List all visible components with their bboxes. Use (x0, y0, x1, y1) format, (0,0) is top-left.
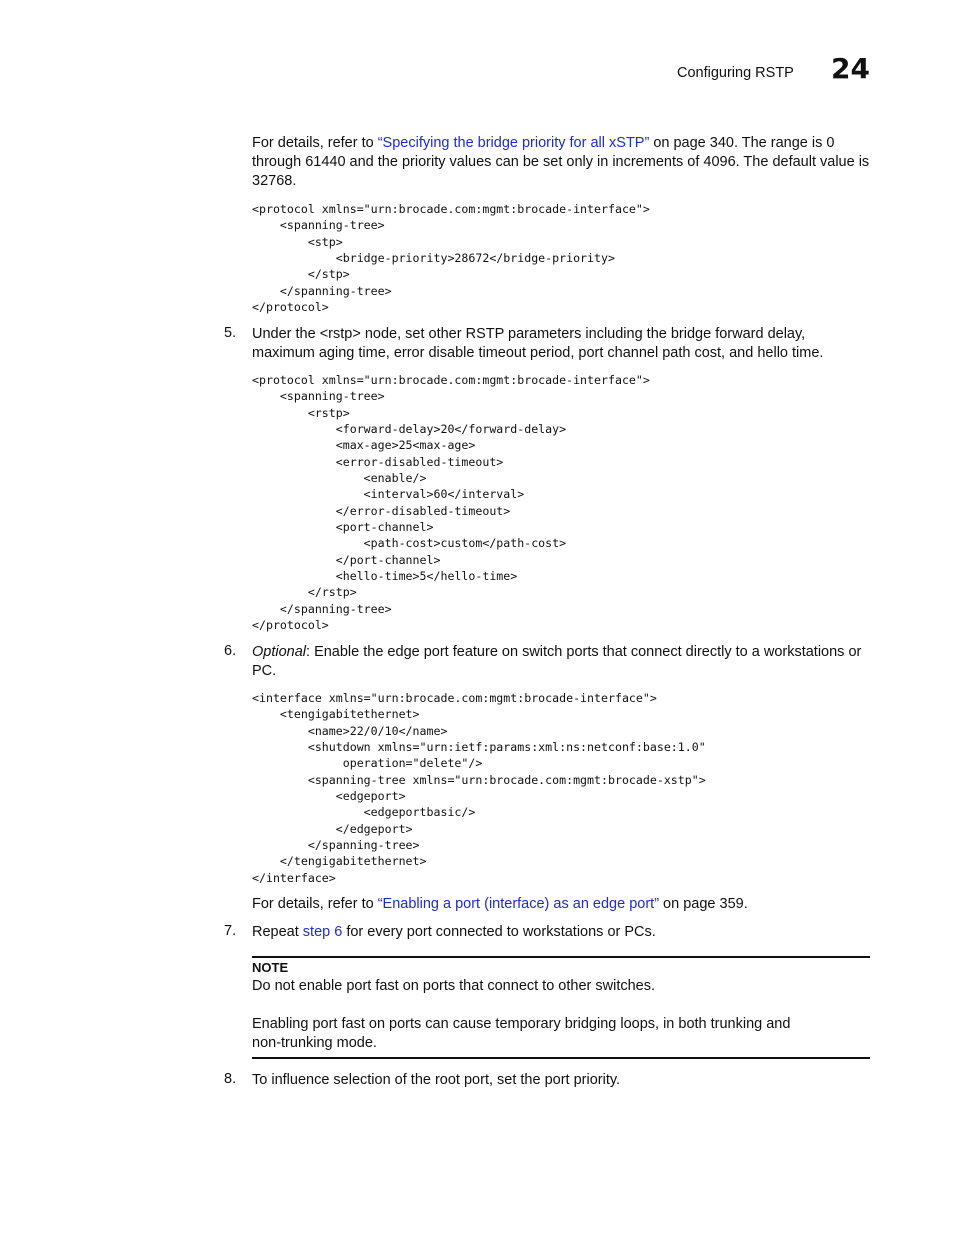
step-6-body: : Enable the edge port feature on switch ports that connect directly to a workstations or PC. (252, 644, 862, 679)
step-7-post: for every port connected to workstations or PCs. (342, 924, 656, 940)
details-paragraph (252, 895, 872, 914)
code-block-stp: <protocol xmlns="urn:brocade.com:mgmt:brocade-interface"> <spanning-tree> <stp> <bridge-priority>28672</bridge-priority> </stp> </spanning-tree> </protocol> (252, 202, 650, 315)
step-8-text: To influence selection of the root port, set the port priority. (252, 1072, 621, 1088)
details-text-pre: For details, refer to (252, 896, 378, 912)
intro-paragraph (252, 134, 872, 191)
code-block-interface: <interface xmlns="urn:brocade.com:mgmt:brocade-interface"> <tengigabitethernet> <name>22/0/10</name> <shutdown xmlns="urn:ietf:params:xml:ns:netconf:base:1.0" operation="delete"/> <spanning-tree xmlns="urn:brocade.com:mgmt:brocade-xstp"> <edgeport> <edgeportbasic/> </edgeport> </spanning-tree> </tengigabitethernet> </interface> (252, 691, 706, 885)
note-bottom-rule (252, 1057, 870, 1059)
note-line-2: Enabling port fast on ports can cause temporary bridging loops, in both trunking and non-trunking mode. (252, 1016, 791, 1051)
running-header-title: Configuring RSTP (677, 65, 794, 81)
step-6-number: 6. (224, 643, 237, 659)
intro-text-pre: For details, refer to (252, 135, 378, 151)
step-7-text (252, 923, 872, 942)
step-6-link[interactable]: step 6 (302, 924, 343, 940)
note-line-1: Do not enable port fast on ports that connect to other switches. (252, 978, 656, 994)
details-link[interactable]: “Enabling a port (interface) as an edge port” (377, 896, 660, 912)
note-top-rule (252, 956, 870, 958)
step-5-text: Under the <rstp> node, set other RSTP parameters including the bridge forward delay, maximum aging time, error disable timeout period, port channel path cost, and hello time. (252, 326, 824, 361)
step-8-number: 8. (224, 1071, 237, 1087)
step-6-text (252, 643, 872, 681)
note-label: NOTE (252, 960, 289, 975)
code-block-rstp: <protocol xmlns="urn:brocade.com:mgmt:brocade-interface"> <spanning-tree> <rstp> <forward-delay>20</forward-delay> <max-age>25<max-age> <error-disabled-timeout> <enable/> <interval>60</interval> </error-disabled-timeout> <port-channel> <path-cost>custom</path-cost> </port-channel> <hello-time>5</hello-time> </rstp> </spanning-tree> </protocol> (252, 373, 650, 633)
step-7-pre: Repeat (252, 924, 303, 940)
chapter-number: 24 (831, 52, 870, 85)
step-5-number: 5. (224, 325, 237, 341)
step-6-optional: Optional (252, 644, 307, 660)
step-7-number: 7. (224, 923, 237, 939)
intro-text-post: on page 340. The range is 0 through 61440 and the priority values can be set only in increments of 4096. The default value is 32768. (252, 135, 870, 189)
intro-link[interactable]: “Specifying the bridge priority for all xSTP” (377, 135, 650, 151)
details-text-post: on page 359. (659, 896, 748, 912)
